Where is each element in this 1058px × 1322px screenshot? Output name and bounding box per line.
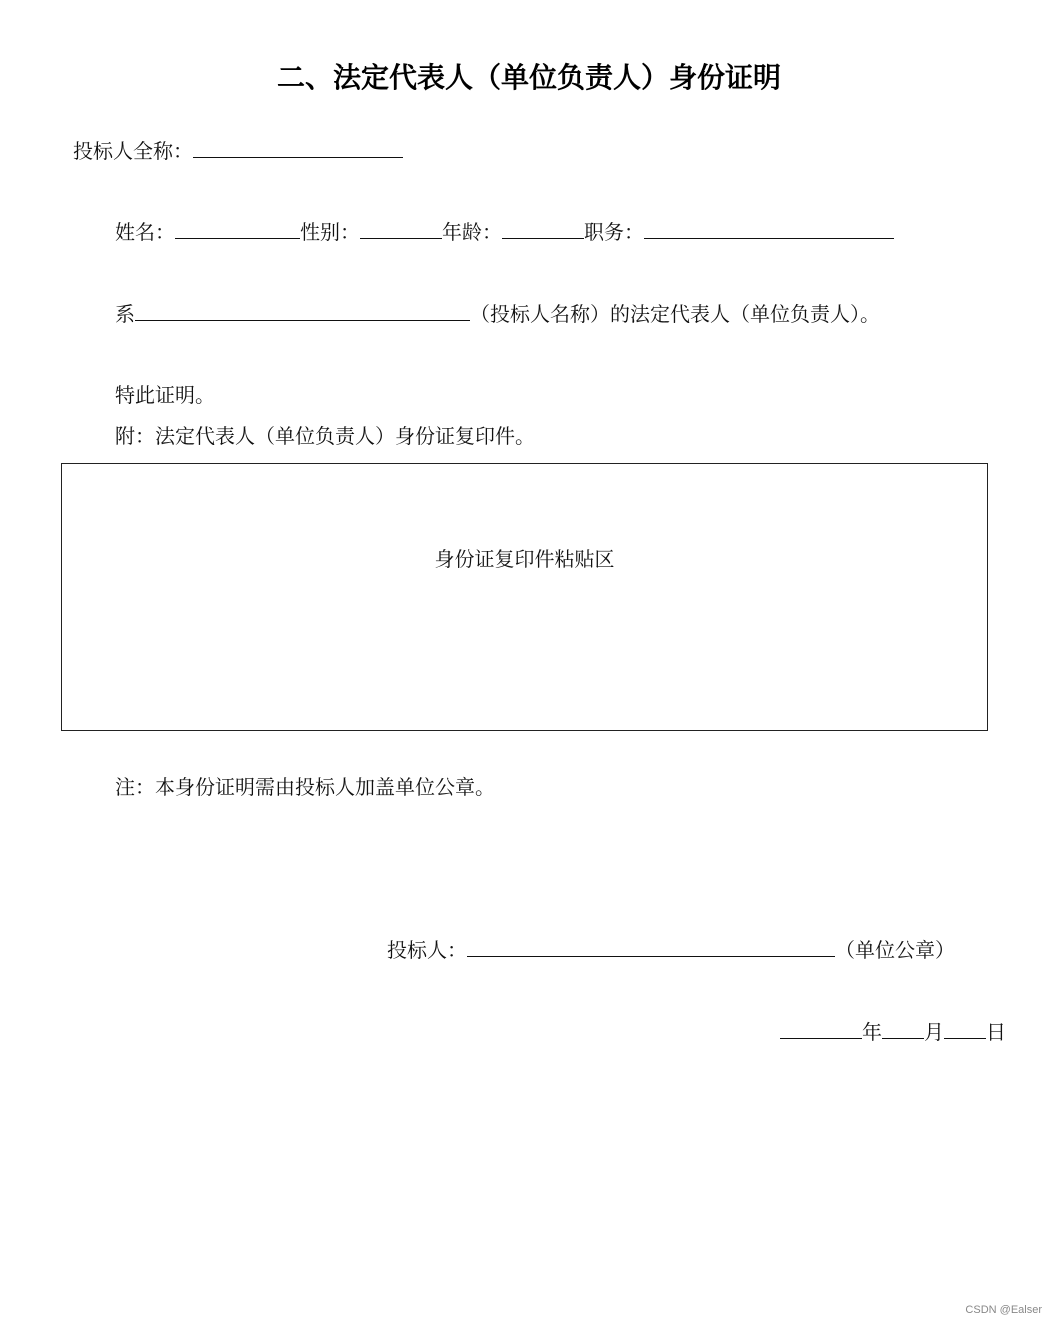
- position-blank[interactable]: [644, 220, 894, 239]
- paste-area-label: 身份证复印件粘贴区: [434, 547, 615, 571]
- signature-blank[interactable]: [467, 938, 835, 957]
- month-label: 月: [924, 1020, 944, 1044]
- note-text: 注：本身份证明需由投标人加盖单位公章。: [115, 775, 495, 799]
- stamp-text: （单位公章）: [835, 938, 955, 962]
- month-blank[interactable]: [882, 1020, 924, 1039]
- relation-row: [115, 302, 880, 326]
- name-blank[interactable]: [175, 220, 300, 239]
- relation-prefix: 系: [115, 302, 135, 326]
- year-blank[interactable]: [780, 1020, 862, 1039]
- age-blank[interactable]: [502, 220, 584, 239]
- age-label: 年龄：: [442, 220, 502, 244]
- gender-label: 性别：: [300, 220, 360, 244]
- id-card-paste-area: [61, 463, 988, 731]
- date-row: [780, 1020, 1006, 1044]
- bidder-name-blank[interactable]: [135, 302, 470, 321]
- position-label: 职务：: [584, 220, 644, 244]
- signature-label: 投标人：: [387, 938, 467, 962]
- signature-row: [387, 938, 955, 962]
- bidder-full-name-row: [73, 139, 403, 163]
- day-blank[interactable]: [944, 1020, 986, 1039]
- certify-text: 特此证明。: [115, 383, 215, 407]
- bidder-full-name-blank[interactable]: [193, 139, 403, 158]
- document-title: 二、法定代表人（单位负责人）身份证明: [276, 61, 781, 94]
- attachment-text: 附：法定代表人（单位负责人）身份证复印件。: [115, 424, 535, 448]
- day-label: 日: [986, 1020, 1006, 1044]
- year-label: 年: [862, 1020, 882, 1044]
- bidder-full-name-label: 投标人全称：: [73, 139, 193, 163]
- watermark: CSDN @Ealser: [965, 1304, 1042, 1316]
- gender-blank[interactable]: [360, 220, 442, 239]
- name-label: 姓名：: [115, 220, 175, 244]
- relation-suffix: （投标人名称）的法定代表人（单位负责人）。: [470, 302, 880, 326]
- personal-info-row: [115, 220, 894, 244]
